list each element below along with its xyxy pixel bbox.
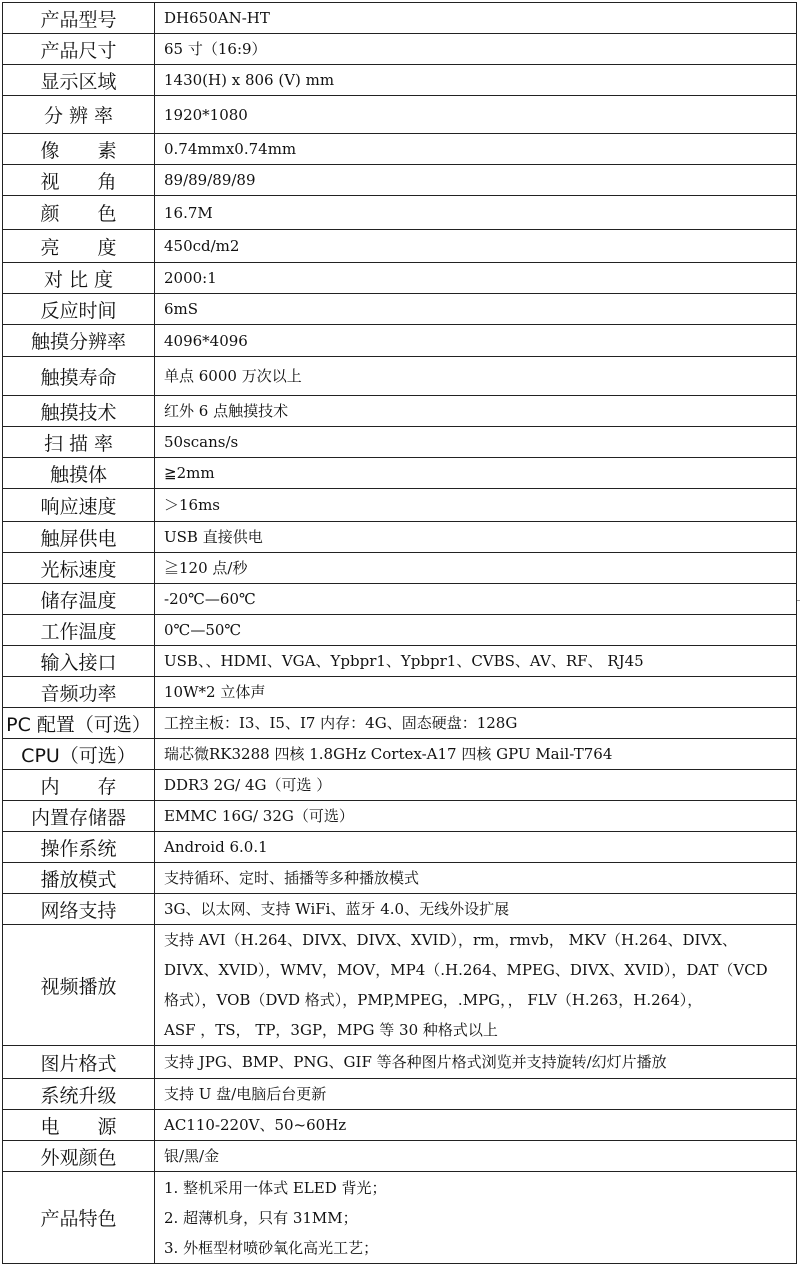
spec-row bbox=[3, 677, 797, 708]
spec-label: 触摸分辨率 bbox=[3, 325, 155, 357]
spec-label: 对 比 度 bbox=[3, 263, 155, 294]
spec-row bbox=[3, 96, 797, 134]
spec-value-line: 3. 外框型材喷砂氧化高光工艺； bbox=[164, 1238, 379, 1257]
spec-row bbox=[3, 1110, 797, 1141]
spec-row bbox=[3, 196, 797, 230]
spec-value-line: DIVX、XVID），WMV，MOV，MP4（.H.264、MPEG、DIVX、XVID），DAT（VCD bbox=[164, 961, 768, 979]
spec-label: 光标速度 bbox=[3, 553, 155, 584]
spec-label: 像 素 bbox=[3, 134, 155, 165]
spec-value: 89/89/89/89 bbox=[155, 165, 797, 196]
spec-label: CPU（可选） bbox=[3, 739, 155, 770]
spec-row bbox=[3, 894, 797, 925]
spec-value: 6mS bbox=[155, 294, 797, 325]
spec-label: 触摸寿命 bbox=[3, 357, 155, 396]
spec-label: 显示区域 bbox=[3, 65, 155, 96]
spec-row bbox=[3, 770, 797, 801]
spec-value: 瑞芯微RK3288 四核 1.8GHz Cortex-A17 四核 GPU Mail-T764 bbox=[155, 739, 797, 770]
spec-value bbox=[155, 1172, 797, 1264]
spec-value: AC110-220V、50~60Hz bbox=[155, 1110, 797, 1141]
spec-value: 450cd/m2 bbox=[155, 230, 797, 263]
spec-value: 4096*4096 bbox=[155, 325, 797, 357]
spec-label: 产品型号 bbox=[3, 3, 155, 34]
spec-row bbox=[3, 553, 797, 584]
spec-label: 响应速度 bbox=[3, 489, 155, 522]
spec-row bbox=[3, 708, 797, 739]
spec-label: 音频功率 bbox=[3, 677, 155, 708]
spec-value: 10W*2 立体声 bbox=[155, 677, 797, 708]
spec-label: 外观颜色 bbox=[3, 1141, 155, 1172]
spec-value: 16.7M bbox=[155, 196, 797, 230]
spec-value: 3G、以太网、支持 WiFi、蓝牙 4.0、无线外设扩展 bbox=[155, 894, 797, 925]
spec-value: EMMC 16G/ 32G（可选） bbox=[155, 801, 797, 832]
spec-label: 内 存 bbox=[3, 770, 155, 801]
spec-label: 颜 色 bbox=[3, 196, 155, 230]
spec-label: 系统升级 bbox=[3, 1079, 155, 1110]
spec-value: 支持 JPG、BMP、PNG、GIF 等各种图片格式浏览并支持旋转/幻灯片播放 bbox=[155, 1046, 797, 1079]
spec-label: 操作系统 bbox=[3, 832, 155, 863]
spec-label: 扫 描 率 bbox=[3, 427, 155, 458]
spec-row bbox=[3, 165, 797, 196]
spec-row bbox=[3, 427, 797, 458]
spec-row bbox=[3, 458, 797, 489]
spec-row bbox=[3, 263, 797, 294]
spec-row bbox=[3, 325, 797, 357]
spec-row bbox=[3, 584, 797, 615]
spec-label: 触摸体 bbox=[3, 458, 155, 489]
spec-value: USB 直接供电 bbox=[155, 522, 797, 553]
spec-label: 分 辨 率 bbox=[3, 96, 155, 134]
spec-row bbox=[3, 925, 797, 1046]
spec-label: 产品尺寸 bbox=[3, 34, 155, 65]
spec-value-line: 支持 AVI（H.264、DIVX、DIVX、XVID），rm，rmvb， MKV（H.264、DIVX、 bbox=[164, 931, 737, 949]
spec-row bbox=[3, 863, 797, 894]
spec-row bbox=[3, 801, 797, 832]
spec-value: 0℃—50℃ bbox=[155, 615, 797, 646]
spec-value: 2000:1 bbox=[155, 263, 797, 294]
spec-row bbox=[3, 134, 797, 165]
spec-row bbox=[3, 646, 797, 677]
spec-value: 工控主板：I3、I5、I7 内存：4G、固态硬盘：128G bbox=[155, 708, 797, 739]
spec-label: PC 配置（可选） bbox=[3, 708, 155, 739]
spec-value: 支持 U 盘/电脑后台更新 bbox=[155, 1079, 797, 1110]
spec-label: 反应时间 bbox=[3, 294, 155, 325]
spec-value: 支持循环、定时、插播等多种播放模式 bbox=[155, 863, 797, 894]
spec-label: 视频播放 bbox=[3, 925, 155, 1046]
spec-label: 电 源 bbox=[3, 1110, 155, 1141]
spec-label: 储存温度 bbox=[3, 584, 155, 615]
spec-value: Android 6.0.1 bbox=[155, 832, 797, 863]
spec-row bbox=[3, 357, 797, 396]
spec-value-line: 格式），VOB（DVD 格式），PMP,MPEG，.MPG，， FLV（H.263，H.264）， bbox=[164, 991, 703, 1009]
spec-label: 触屏供电 bbox=[3, 522, 155, 553]
spec-row bbox=[3, 1046, 797, 1079]
spec-row bbox=[3, 294, 797, 325]
spec-row bbox=[3, 65, 797, 96]
spec-value-line: 1. 整机采用一体式 ELED 背光； bbox=[164, 1178, 387, 1197]
spec-row bbox=[3, 34, 797, 65]
spec-value: ≧120 点/秒 bbox=[155, 553, 797, 584]
spec-value: -20℃—60℃ bbox=[155, 584, 797, 615]
spec-value: ≧2mm bbox=[155, 458, 797, 489]
spec-table-body bbox=[3, 3, 797, 1264]
spec-label: 触摸技术 bbox=[3, 396, 155, 427]
spec-value bbox=[155, 925, 797, 1046]
spec-row bbox=[3, 615, 797, 646]
spec-value: 红外 6 点触摸技术 bbox=[155, 396, 797, 427]
spec-label: 内置存储器 bbox=[3, 801, 155, 832]
spec-label: 亮 度 bbox=[3, 230, 155, 263]
spec-label: 产品特色 bbox=[3, 1172, 155, 1264]
spec-value-line: 2. 超薄机身，只有 31MM； bbox=[164, 1208, 358, 1227]
spec-row bbox=[3, 396, 797, 427]
spec-label: 输入接口 bbox=[3, 646, 155, 677]
spec-value: 0.74mmx0.74mm bbox=[155, 134, 797, 165]
spec-label: 图片格式 bbox=[3, 1046, 155, 1079]
spec-value: 65 寸（16:9） bbox=[155, 34, 797, 65]
spec-value: 银/黑/金 bbox=[155, 1141, 797, 1172]
spec-value: 1430(H) x 806 (V) mm bbox=[155, 65, 797, 96]
spec-label: 网络支持 bbox=[3, 894, 155, 925]
spec-row bbox=[3, 230, 797, 263]
spec-label: 视 角 bbox=[3, 165, 155, 196]
spec-row bbox=[3, 739, 797, 770]
spec-row bbox=[3, 3, 797, 34]
spec-row bbox=[3, 1079, 797, 1110]
spec-value-line: ASF ，TS， TP，3GP，MPG 等 30 种格式以上 bbox=[164, 1021, 498, 1039]
spec-value: 单点 6000 万次以上 bbox=[155, 357, 797, 396]
spec-row bbox=[3, 1141, 797, 1172]
spec-label: 工作温度 bbox=[3, 615, 155, 646]
spec-value: USB、、HDMI、VGA、Ypbpr1、Ypbpr1、CVBS、AV、RF、 RJ45 bbox=[155, 646, 797, 677]
spec-row bbox=[3, 832, 797, 863]
spec-row bbox=[3, 1172, 797, 1264]
spec-value: ＞16ms bbox=[155, 489, 797, 522]
spec-value: DDR3 2G/ 4G（可选 ） bbox=[155, 770, 797, 801]
spec-value: 1920*1080 bbox=[155, 96, 797, 134]
spec-row bbox=[3, 489, 797, 522]
spec-value: DH650AN-HT bbox=[155, 3, 797, 34]
spec-row bbox=[3, 522, 797, 553]
spec-value: 50scans/s bbox=[155, 427, 797, 458]
spec-label: 播放模式 bbox=[3, 863, 155, 894]
spec-table bbox=[2, 2, 797, 1264]
